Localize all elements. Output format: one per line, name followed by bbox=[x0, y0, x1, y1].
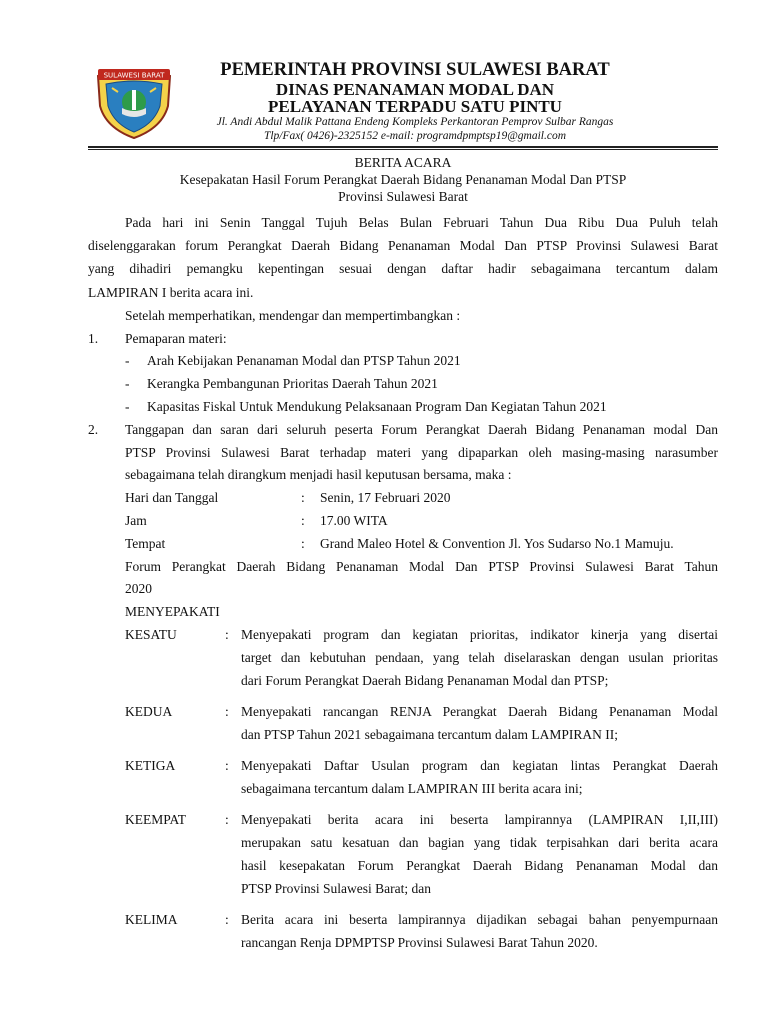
bullet-item: Kapasitas Fiskal Untuk Mendukung Pelaksanaan Program Dan Kegiatan Tahun 2021 bbox=[147, 399, 607, 414]
intro-line-5: Setelah memperhatikan, mendengar dan mempertimbangkan : bbox=[125, 308, 461, 323]
decision-label: KELIMA bbox=[125, 912, 178, 927]
document-heading: BERITA ACARA bbox=[354, 155, 452, 170]
bullet-dash: - bbox=[125, 353, 130, 368]
decision-line: Menyepakati berita acara ini beserta lampirannya (LAMPIRAN I,II,III) bbox=[241, 812, 718, 827]
decision-line: Menyepakati program dan kegiatan prioritas, indikator kinerja yang disertai bbox=[241, 627, 718, 642]
letterhead-agency-line1: DINAS PENANAMAN MODAL DAN bbox=[275, 80, 555, 99]
intro-line-4: LAMPIRAN I berita acara ini. bbox=[88, 285, 254, 300]
time-colon: : bbox=[301, 513, 305, 528]
decision-line: dari Forum Perangkat Daerah Bidang Penanaman Modal dan PTSP; bbox=[241, 673, 609, 688]
decision-colon: : bbox=[225, 912, 229, 927]
forum-line-2: 2020 bbox=[125, 581, 152, 596]
decision-line: hasil kesepakatan Forum Perangkat Daerah Bidang Penanaman Modal dan bbox=[241, 858, 718, 873]
time-label: Jam bbox=[125, 513, 147, 528]
document-subtitle-1: Kesepakatan Hasil Forum Perangkat Daerah Bidang Penanaman Modal Dan PTSP bbox=[179, 172, 627, 187]
province-emblem-logo bbox=[92, 62, 176, 140]
decision-line: target dan kebutuhan pendaan, yang telah diselaraskan dengan usulan prioritas bbox=[241, 650, 718, 665]
decision-line: sebagaimana tercantum dalam LAMPIRAN III berita acara ini; bbox=[241, 781, 583, 796]
letterhead-divider-thick bbox=[88, 146, 718, 148]
decision-line: rancangan Renja DPMPTSP Provinsi Sulawesi Barat Tahun 2020. bbox=[241, 935, 598, 950]
decision-line: Menyepakati Daftar Usulan program dan kegiatan lintas Perangkat Daerah bbox=[241, 758, 718, 773]
time-value: 17.00 WITA bbox=[320, 513, 388, 528]
logo-lettering: SULAWESI BARAT bbox=[103, 71, 165, 80]
place-colon: : bbox=[301, 536, 305, 551]
point-2-line-1: Tanggapan dan saran dari seluruh peserta Forum Perangkat Daerah Bidang Penanaman modal Dan bbox=[125, 422, 718, 437]
decision-line: Menyepakati rancangan RENJA Perangkat Daerah Bidang Penanaman Modal bbox=[241, 704, 718, 719]
letterhead-contact: Tlp/Fax( 0426)-2325152 e-mail: programdpmptsp19@gmail.com bbox=[263, 130, 567, 142]
intro-line-2: diselenggarakan forum Perangkat Daerah Bidang Penanaman Modal Dan PTSP Provinsi Sulawesi Barat bbox=[88, 238, 718, 253]
decision-label: KESATU bbox=[125, 627, 177, 642]
intro-line-3: yang dihadiri pemangku kepentingan sesuai dengan daftar hadir sebagaimana tercantum dalam bbox=[88, 261, 718, 276]
date-colon: : bbox=[301, 490, 305, 505]
forum-line-1: Forum Perangkat Daerah Bidang Penanaman Modal Dan PTSP Provinsi Sulawesi Barat Tahun bbox=[125, 559, 718, 574]
letterhead-agency-line2: PELAYANAN TERPADU SATU PINTU bbox=[268, 97, 562, 116]
point-2-line-3: sebagaimana telah dirangkum menjadi hasil keputusan bersama, maka : bbox=[125, 467, 512, 482]
date-label: Hari dan Tanggal bbox=[125, 490, 219, 505]
decision-line: Berita acara ini beserta lampirannya dijadikan sebagai bahan penyempurnaan bbox=[241, 912, 718, 927]
decision-line: merupakan satu kesatuan dan bagian yang tidak terpisahkan dari berita acara bbox=[241, 835, 718, 850]
bullet-item: Kerangka Pembangunan Prioritas Daerah Tahun 2021 bbox=[147, 376, 438, 391]
point-1-text: Pemaparan materi: bbox=[125, 331, 227, 346]
bullet-dash: - bbox=[125, 376, 130, 391]
date-value: Senin, 17 Februari 2020 bbox=[320, 490, 451, 505]
decision-label: KEEMPAT bbox=[125, 812, 187, 827]
document-subtitle-2: Provinsi Sulawesi Barat bbox=[338, 189, 468, 204]
letterhead-divider-thin bbox=[88, 149, 718, 150]
bullet-dash: - bbox=[125, 399, 130, 414]
decision-label: KETIGA bbox=[125, 758, 176, 773]
point-2-number: 2. bbox=[88, 422, 99, 437]
letterhead-government: PEMERINTAH PROVINSI SULAWESI BARAT bbox=[220, 60, 610, 80]
place-label: Tempat bbox=[125, 536, 166, 551]
decision-colon: : bbox=[225, 812, 229, 827]
decision-line: dan PTSP Tahun 2021 sebagaimana tercantum dalam LAMPIRAN II; bbox=[241, 727, 618, 742]
decision-line: PTSP Provinsi Sulawesi Barat; dan bbox=[241, 881, 432, 896]
decision-label: KEDUA bbox=[125, 704, 173, 719]
place-value: Grand Maleo Hotel & Convention Jl. Yos Sudarso No.1 Mamuju. bbox=[320, 536, 674, 551]
decision-colon: : bbox=[225, 704, 229, 719]
letterhead-address: Jl. Andi Abdul Malik Pattana Endeng Kompleks Perkantoran Pemprov Sulbar Rangas bbox=[216, 116, 614, 128]
decision-colon: : bbox=[225, 627, 229, 642]
intro-line-1: Pada hari ini Senin Tanggal Tujuh Belas Bulan Februari Tahun Dua Ribu Dua Puluh telah bbox=[125, 215, 718, 230]
point-1-number: 1. bbox=[88, 331, 99, 346]
bullet-item: Arah Kebijakan Penanaman Modal dan PTSP Tahun 2021 bbox=[147, 353, 461, 368]
point-2-line-2: PTSP Provinsi Sulawesi Barat terhadap materi yang dipaparkan oleh masing-masing narasumber bbox=[125, 445, 718, 460]
agreement-heading: MENYEPAKATI bbox=[125, 604, 220, 619]
decision-colon: : bbox=[225, 758, 229, 773]
